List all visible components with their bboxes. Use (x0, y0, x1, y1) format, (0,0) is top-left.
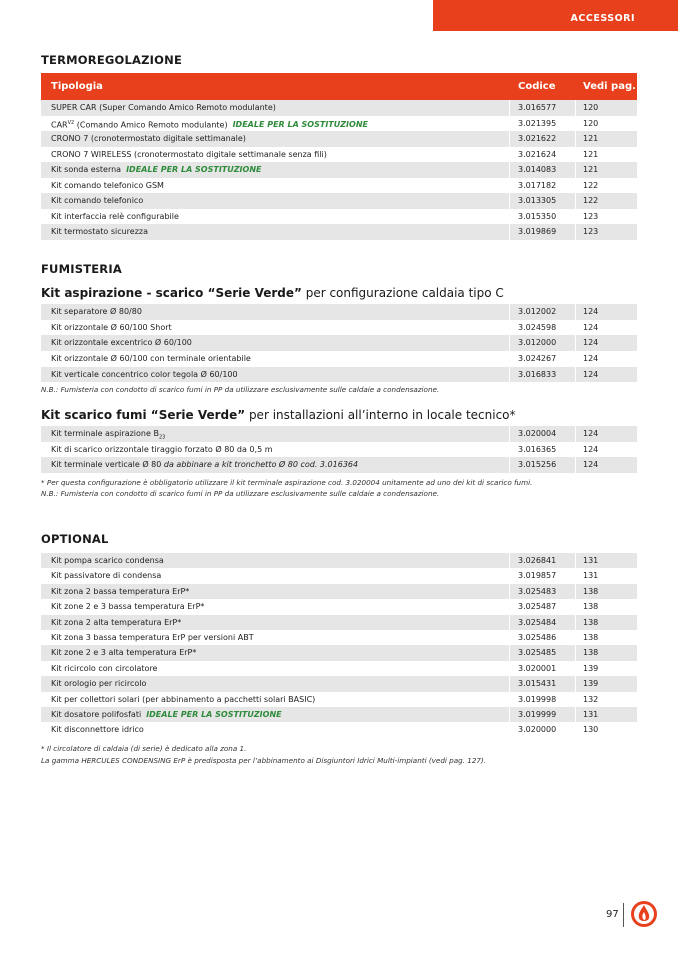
section-tab (433, 0, 678, 31)
subtitle-bold: Kit scarico fumi “Serie Verde” (41, 408, 246, 422)
cell-page: 120 (583, 118, 599, 128)
item-name: Kit di scarico orizzontale tiraggio forzato Ø 80 da 0,5 m (51, 444, 273, 454)
item-name: CRONO 7 WIRELESS (cronotermostato digitale settimanale senza fili) (51, 149, 327, 159)
column-divider (509, 209, 510, 225)
cell-code: 3.019998 (518, 694, 557, 704)
cell-name (51, 335, 192, 351)
column-divider (509, 351, 510, 367)
column-divider (575, 661, 576, 676)
column-divider (509, 147, 510, 163)
fumisteria-table-2 (41, 426, 637, 473)
cell-page: 121 (583, 149, 599, 159)
cell-code: 3.016833 (518, 369, 557, 379)
cell-code: 3.024598 (518, 322, 557, 332)
cell-page: 121 (583, 134, 599, 143)
item-name: SUPER CAR (Super Comando Amico Remoto modulante) (51, 103, 276, 112)
cell-code: 3.012002 (518, 307, 557, 316)
cell-name (51, 131, 246, 147)
column-divider (509, 615, 510, 630)
cell-name (51, 100, 276, 116)
cell-name (51, 645, 196, 660)
fumisteria-title: FUMISTERIA (41, 262, 122, 276)
column-divider (575, 676, 576, 691)
replacement-tag: IDEALE PER LA SOSTITUZIONE (146, 709, 282, 719)
column-divider (575, 367, 576, 383)
cell-page: 124 (583, 444, 599, 454)
subtitle-bold: Kit aspirazione - scarico “Serie Verde” (41, 286, 302, 300)
termoregolazione-table (41, 73, 637, 240)
column-divider (575, 584, 576, 599)
column-divider (575, 442, 576, 458)
table-row (41, 661, 637, 676)
cell-code: 3.015256 (518, 460, 557, 469)
table-row (41, 615, 637, 630)
column-divider (509, 645, 510, 660)
section-tab-label: ACCESSORI (570, 13, 635, 24)
flame-logo-icon (630, 900, 658, 928)
cell-code: 3.025484 (518, 617, 557, 627)
footer-divider (623, 903, 624, 927)
cell-page: 138 (583, 602, 599, 612)
column-divider (575, 457, 576, 473)
cell-name (51, 442, 273, 458)
column-divider (575, 304, 576, 320)
column-divider (575, 351, 576, 367)
cell-name (51, 707, 282, 722)
cell-name (51, 178, 164, 194)
cell-code: 3.015431 (518, 679, 557, 689)
cell-name (51, 568, 161, 583)
table-row (41, 351, 637, 367)
cell-page: 124 (583, 429, 599, 438)
table-row (41, 320, 637, 336)
table-row (41, 193, 637, 209)
cell-page: 131 (583, 709, 599, 719)
cell-name (51, 599, 204, 614)
cell-page: 123 (583, 211, 599, 221)
item-name: Kit zone 2 e 3 alta temperatura ErP* (51, 648, 197, 658)
cell-name (51, 584, 189, 599)
cell-code: 3.024267 (518, 354, 557, 364)
column-divider (575, 335, 576, 351)
item-name: Kit separatore Ø 80/80 (51, 307, 142, 316)
table-row (41, 442, 637, 458)
cell-page: 124 (583, 322, 599, 332)
cell-name (51, 224, 148, 240)
item-name: Kit dosatore polifosfati (51, 709, 142, 719)
cell-code: 3.017182 (518, 180, 557, 190)
cell-name (51, 553, 164, 568)
cell-code: 3.013305 (518, 196, 557, 205)
cell-code: 3.025483 (518, 586, 557, 596)
table-row (41, 599, 637, 614)
column-divider (575, 630, 576, 645)
column-divider (509, 116, 510, 132)
table-row (41, 131, 637, 147)
column-divider (509, 568, 510, 583)
column-divider (509, 676, 510, 691)
column-divider (575, 209, 576, 225)
fumisteria-note-1: N.B.: Fumisteria con condotto di scarico fumi in PP da utilizzare esclusivamente sulle caldaie a condensazione. (41, 385, 440, 394)
item-name: Kit disconnettore idrico (51, 725, 144, 735)
column-divider (575, 722, 576, 737)
column-divider (509, 426, 510, 442)
column-divider (509, 630, 510, 645)
cell-page: 120 (583, 103, 599, 112)
column-divider (509, 553, 510, 568)
cell-name (51, 457, 358, 473)
cell-code: 3.025487 (518, 602, 557, 612)
fumisteria-subtitle-1 (41, 286, 504, 300)
cell-code: 3.026841 (518, 556, 557, 565)
column-divider (509, 707, 510, 722)
table-row (41, 335, 637, 351)
column-divider (509, 692, 510, 707)
cell-page: 131 (583, 571, 599, 581)
cell-name (51, 692, 315, 707)
table-row (41, 676, 637, 691)
replacement-tag: IDEALE PER LA SOSTITUZIONE (232, 120, 368, 130)
cell-code: 3.019869 (518, 227, 557, 236)
cell-name (51, 661, 157, 676)
column-divider (509, 722, 510, 737)
column-divider (509, 320, 510, 336)
table-row (41, 304, 637, 320)
column-divider (575, 100, 576, 116)
table-row (41, 426, 637, 442)
cell-name (51, 351, 251, 367)
item-name: Kit orizzontale Ø 60/100 Short (51, 322, 172, 332)
cell-page: 139 (583, 663, 599, 673)
item-name: Kit orizzontale excentrico Ø 60/100 (51, 338, 192, 348)
column-divider (509, 162, 510, 178)
column-divider (575, 645, 576, 660)
column-divider (575, 707, 576, 722)
fumisteria-note-2a: * Per questa configurazione è obbligatorio utilizzare il kit terminale aspirazione cod. 3.020004 unitamente ad uno dei kit di scarico fumi. (41, 478, 533, 487)
cell-name (51, 676, 146, 691)
table-row (41, 100, 637, 116)
table-row (41, 645, 637, 660)
cell-name (51, 209, 179, 225)
cell-code: 3.020001 (518, 663, 557, 673)
item-name: CRONO 7 (cronotermostato digitale settimanale) (51, 134, 246, 143)
table-row (41, 367, 637, 383)
cell-name (51, 320, 172, 336)
item-name: Kit termostato sicurezza (51, 227, 149, 236)
column-divider (509, 131, 510, 147)
item-name: Kit terminale verticale Ø 80 (51, 460, 164, 469)
table-row (41, 162, 637, 178)
column-divider (575, 193, 576, 209)
cell-code: 3.014083 (518, 165, 557, 174)
table-row (41, 722, 637, 737)
item-subscript: 23 (158, 434, 166, 441)
column-divider (509, 442, 510, 458)
item-name: Kit sonda esterna (51, 165, 122, 174)
cell-page: 124 (583, 338, 599, 348)
table-row (41, 116, 637, 132)
column-divider (575, 178, 576, 194)
table-row (41, 553, 637, 568)
table-row (41, 584, 637, 599)
item-name: Kit orizzontale Ø 60/100 con terminale orientabile (51, 354, 251, 364)
column-divider (509, 599, 510, 614)
cell-page: 139 (583, 679, 599, 689)
cell-page: 124 (583, 307, 599, 316)
fumisteria-subtitle-2 (41, 408, 516, 422)
item-name: Kit pompa scarico condensa (51, 556, 164, 565)
table-header (41, 73, 637, 100)
cell-code: 3.021624 (518, 149, 557, 159)
cell-name (51, 630, 254, 645)
table-row (41, 224, 637, 240)
cell-code: 3.020004 (518, 429, 557, 438)
column-divider (575, 599, 576, 614)
column-divider (575, 162, 576, 178)
column-divider (575, 320, 576, 336)
column-divider (509, 584, 510, 599)
cell-page: 121 (583, 165, 599, 174)
cell-code: 3.021622 (518, 134, 557, 143)
column-divider (575, 615, 576, 630)
column-divider (575, 116, 576, 132)
column-divider (575, 131, 576, 147)
table-row (41, 707, 637, 722)
item-superscript: V2 (67, 119, 75, 126)
column-divider (509, 193, 510, 209)
fumisteria-note-2b: N.B.: Fumisteria con condotto di scarico fumi in PP da utilizzare esclusivamente sulle caldaie a condensazione. (41, 489, 440, 498)
table-row (41, 178, 637, 194)
cell-code: 3.015350 (518, 211, 557, 221)
item-name: Kit interfaccia relè configurabile (51, 211, 179, 221)
column-divider (575, 426, 576, 442)
cell-name (51, 304, 142, 320)
replacement-tag: IDEALE PER LA SOSTITUZIONE (126, 165, 262, 174)
column-divider (575, 147, 576, 163)
item-name: Kit terminale aspirazione B (51, 429, 159, 438)
item-name: Kit verticale concentrico color tegola Ø 60/100 (51, 369, 238, 379)
column-divider (509, 304, 510, 320)
item-name: Kit comando telefonico (51, 196, 144, 205)
table-row (41, 568, 637, 583)
item-name: Kit zona 2 bassa temperatura ErP* (51, 586, 190, 596)
termoregolazione-title: TERMOREGOLAZIONE (41, 53, 183, 67)
col-codice: Codice (518, 81, 556, 92)
column-divider (509, 367, 510, 383)
cell-code: 3.020000 (518, 725, 557, 735)
cell-code: 3.016577 (518, 103, 557, 112)
table-row (41, 457, 637, 473)
optional-note-1: * Il circolatore di caldaia (di serie) è dedicato alla zona 1. (41, 744, 247, 753)
item-name: Kit ricircolo con circolatore (51, 663, 158, 673)
table-row (41, 209, 637, 225)
cell-name (51, 162, 262, 178)
cell-page: 138 (583, 586, 599, 596)
item-name: Kit orologio per ricircolo (51, 679, 147, 689)
cell-code: 3.025485 (518, 648, 557, 658)
subtitle-rest: per installazioni all’interno in locale tecnico* (245, 408, 516, 422)
cell-page: 123 (583, 227, 599, 236)
item-name: Kit per collettori solari (per abbinamento a pacchetti solari BASIC) (51, 694, 316, 704)
optional-table (41, 553, 637, 738)
item-name: CAR (51, 120, 68, 130)
cell-page: 132 (583, 694, 599, 704)
column-divider (509, 178, 510, 194)
page-number: 97 (606, 909, 619, 920)
cell-name (51, 615, 181, 630)
column-divider (509, 100, 510, 116)
item-name: Kit zone 2 e 3 bassa temperatura ErP* (51, 602, 205, 612)
cell-page: 124 (583, 460, 599, 469)
cell-page: 131 (583, 556, 599, 565)
col-vedi-pag: Vedi pag. (583, 81, 636, 92)
cell-page: 124 (583, 354, 599, 364)
cell-page: 122 (583, 180, 599, 190)
cell-page: 130 (583, 725, 599, 735)
item-name: Kit zona 3 bassa temperatura ErP per versioni ABT (51, 632, 254, 642)
item-name: Kit comando telefonico GSM (51, 180, 164, 190)
column-divider (575, 553, 576, 568)
column-divider (575, 692, 576, 707)
cell-code: 3.019857 (518, 571, 557, 581)
fumisteria-table-1 (41, 304, 637, 382)
column-divider (575, 224, 576, 240)
optional-title: OPTIONAL (41, 532, 109, 546)
cell-page: 124 (583, 369, 599, 379)
cell-name (51, 193, 143, 209)
table-row (41, 147, 637, 163)
cell-code: 3.019999 (518, 709, 557, 719)
cell-page: 138 (583, 617, 599, 627)
cell-name (51, 367, 238, 383)
optional-note-2: La gamma HERCULES CONDENSING ErP è predisposta per l’abbinamento ai Disgiuntori Idrici Multi-impianti (vedi pag. 127). (41, 756, 487, 765)
column-divider (509, 457, 510, 473)
item-name-rest: (Comando Amico Remoto modulante) (74, 120, 228, 130)
item-name: Kit passivatore di condensa (51, 571, 162, 581)
item-name-rest: da abbinare a kit tronchetto Ø 80 cod. 3.016364 (163, 460, 359, 469)
cell-code: 3.025486 (518, 632, 557, 642)
cell-page: 138 (583, 632, 599, 642)
cell-name (51, 722, 144, 737)
item-name: Kit zona 2 alta temperatura ErP* (51, 617, 182, 627)
column-divider (575, 568, 576, 583)
cell-code: 3.021395 (518, 118, 557, 128)
subtitle-rest: per configurazione caldaia tipo C (301, 286, 504, 300)
cell-name (51, 147, 327, 163)
table-row (41, 630, 637, 645)
col-tipologia: Tipologia (51, 81, 103, 92)
column-divider (509, 335, 510, 351)
table-row (41, 692, 637, 707)
column-divider (509, 224, 510, 240)
cell-code: 3.012000 (518, 338, 557, 348)
cell-page: 138 (583, 648, 599, 658)
cell-code: 3.016365 (518, 444, 557, 454)
cell-page: 122 (583, 196, 599, 205)
column-divider (509, 661, 510, 676)
